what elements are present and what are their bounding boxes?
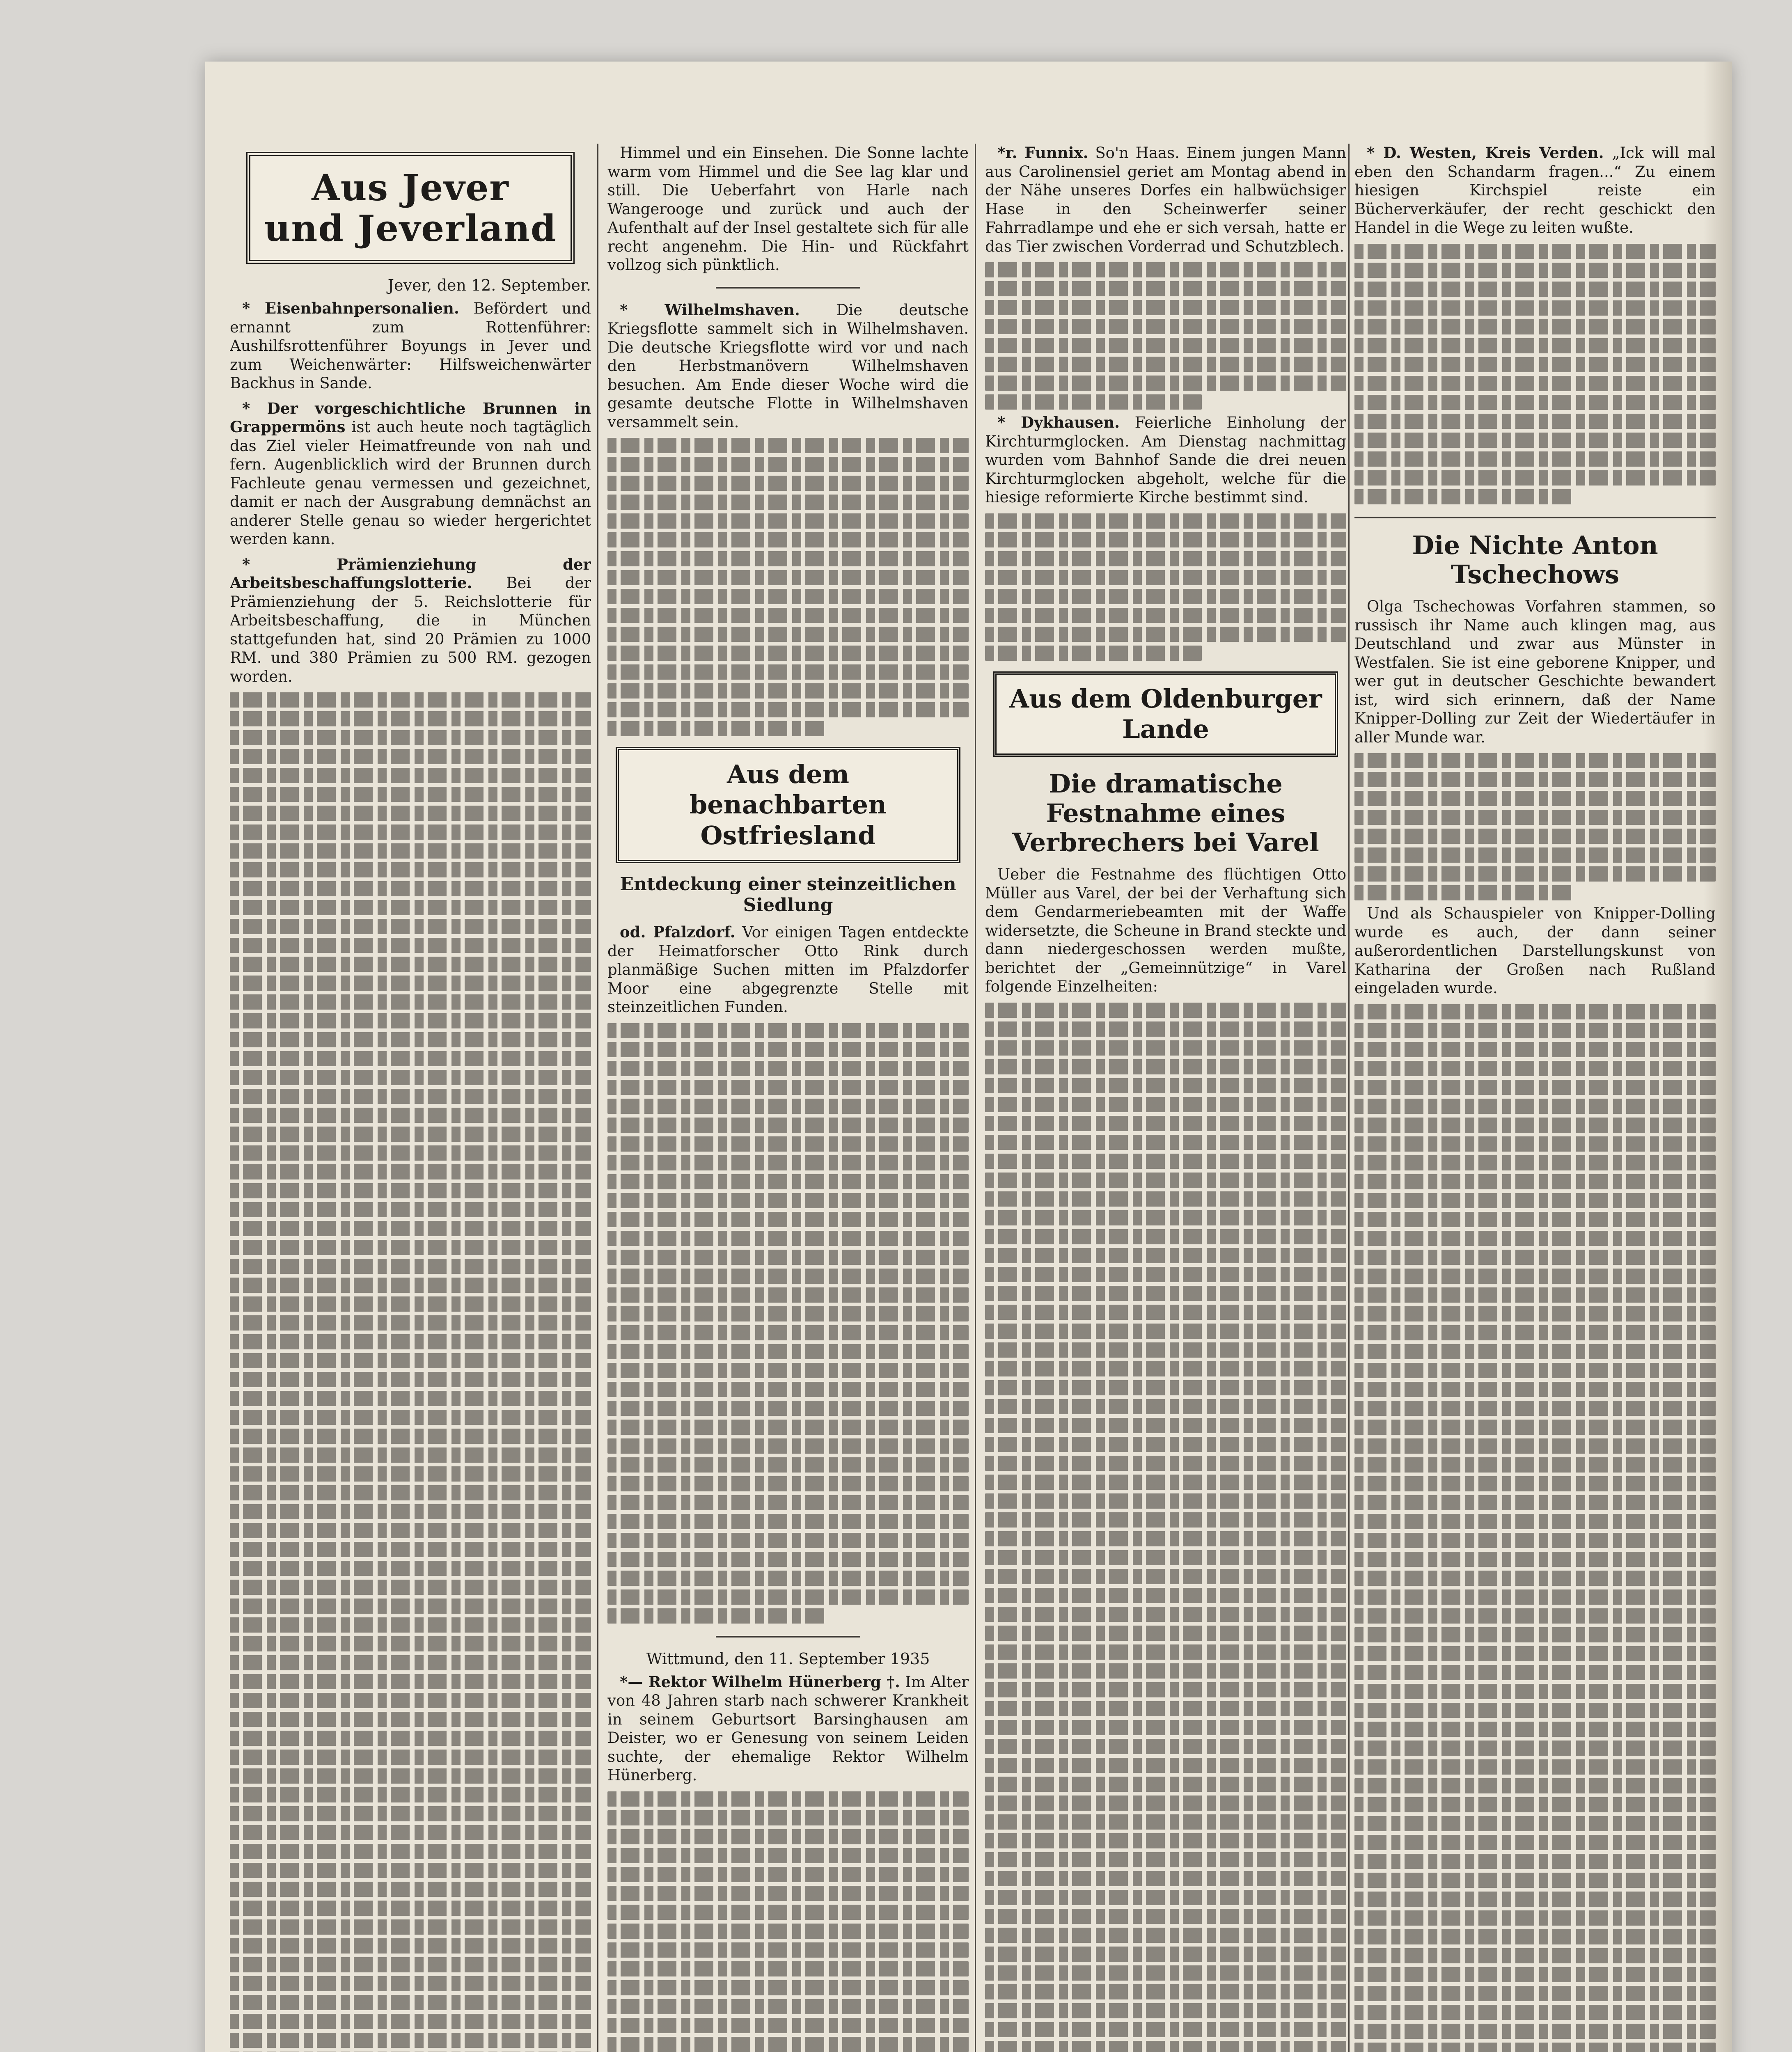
- article-paragraph: [230, 555, 591, 686]
- illegible-text-block: [1354, 1004, 1716, 2052]
- article-text: Ueber die Festnahme des flüchtigen Otto Müller aus Varel, der bei der Verhaftung sich dem Gendarmeriebeamten mit der Waffe widersetzte, die Scheune in Brand steckte und dann niedergeschossen werden mußte, berichtet der „Gemeinnützige“ in Varel folgende Einzelheiten:: [985, 866, 1346, 996]
- article-lead: * Prämienziehung der Arbeitsbeschaffungslotterie.: [230, 555, 591, 592]
- article-lead: *— Rektor Wilhelm Hünerberg †.: [620, 1672, 900, 1691]
- article-text: Befördert und ernannt zum Rottenführer: Aushilfsrottenführer Boyungs in Jever und zum Weichenwärter: Hilfsweichenwärter Backhus in Sande.: [230, 300, 591, 392]
- article-text: „Ick will mal eben den Schandarm fragen...“ Zu einem hiesigen Kirchspiel reiste ein Bücherverkäufer, der recht geschickt den Handel in die Wege zu leiten wußte.: [1354, 144, 1716, 236]
- illegible-text-block: [985, 1003, 1346, 2052]
- article-lead: od. Pfalzdorf.: [620, 923, 736, 941]
- article-paragraph: [1354, 597, 1716, 747]
- article-text: Feierliche Einholung der Kirchturmglocken. Am Dienstag nachmittag wurden vom Bahnhof Sande die drei neuen Kirchturmglocken abgeholt, welche für die hiesige reformierte Kirche bestimmt sind.: [985, 414, 1346, 506]
- column-1: [230, 144, 591, 2052]
- article-lead: * Eisenbahnpersonalien.: [242, 299, 459, 318]
- illegible-text-block: [1354, 753, 1716, 900]
- illegible-text-block: [607, 438, 969, 736]
- article-paragraph: [230, 399, 591, 549]
- article-text: So'n Haas. Einem jungen Mann aus Carolinensiel geriet am Montag abend in der Nähe unseres Dorfes ein halbwüchsiger Hase in den Scheinwerfer seiner Fahrradlampe und ehe er sich versah, hatte er das Tier zwischen Vorderrad und Schutzblech.: [985, 144, 1346, 255]
- illegible-text-block: [1354, 244, 1716, 504]
- article-separator: [1354, 517, 1716, 518]
- article-text: Vor einigen Tagen entdeckte der Heimatforscher Otto Rink durch planmäßige Suchen mitten im Pfalzdorfer Moor eine abgegrenzte Stelle mit steinzeitlichen Funden.: [607, 923, 969, 1016]
- article-separator: [716, 287, 860, 289]
- newspaper-page: [205, 62, 1732, 2052]
- article-text: Und als Schauspieler von Knipper-Dolling wurde es auch, der dann seiner außerordentlichen Darstellungskunst von Katharina der Großen nach Rußland eingeladen wurde.: [1354, 905, 1716, 997]
- column-2: [607, 144, 969, 2052]
- dateline: Wittmund, den 11. September 1935: [646, 1649, 930, 1668]
- article-text: Im Alter von 48 Jahren starb nach schwerer Krankheit in seinem Geburtsort Barsinghausen am Deister, wo er Genesung von seinem Leiden suchte, der ehemalige Rektor Wilhelm Hünerberg.: [607, 1673, 969, 1784]
- article-paragraph: [607, 1673, 969, 1785]
- dateline: Jever, den 12. September.: [387, 276, 591, 295]
- article-paragraph: [1354, 144, 1716, 237]
- article-headline: Die dramatische Festnahme eines Verbrechers bei Varel: [1012, 769, 1319, 857]
- article-lead: *r. Funnix.: [997, 144, 1088, 162]
- article-text: ist auch heute noch tagtäglich das Ziel vieler Heimatfreunde von nah und fern. Augenblicklich wird der Brunnen durch Fachleute genau vermessen und gezeichnet, damit er nach der Ausgrabung demnächst an anderer Stelle genau so wieder hergerichtet werden kann.: [230, 418, 591, 548]
- article-text: Bei der Prämienziehung der 5. Reichslotterie für Arbeitsbeschaffung, die in München stattgefunden hat, sind 20 Prämien zu 1000 RM. und 380 Prämien zu 500 RM. gezogen worden.: [230, 574, 591, 685]
- article-text: Olga Tschechowas Vorfahren stammen, so russisch ihr Name auch klingen mag, aus Deutschland und zwar aus Münster in Westfalen. Sie ist eine geborene Knipper, und wer gut in deutscher Geschichte bewandert ist, wird sich erinnern, daß der Name Knipper-Dolling zur Zeit der Wiedertäufer in aller Munde war.: [1354, 598, 1716, 746]
- column-rule: [597, 144, 598, 2052]
- column-4: [1354, 144, 1716, 2052]
- article-paragraph: [607, 923, 969, 1017]
- article-paragraph: [230, 299, 591, 393]
- article-lead: * Wilhelmshaven.: [620, 300, 800, 319]
- section-masthead: [246, 152, 575, 264]
- masthead-line-1: Aus Jever: [312, 166, 509, 209]
- article-paragraph: [985, 144, 1346, 256]
- article-headline: Die Nichte Anton Tschechows: [1412, 530, 1658, 589]
- article-paragraph: [607, 144, 969, 275]
- column-rule: [975, 144, 976, 2052]
- article-lead: * D. Westen, Kreis Verden.: [1367, 144, 1604, 162]
- article-lead: * Der vorgeschichtliche Brunnen in Grappermöns: [230, 399, 591, 436]
- article-paragraph: [985, 865, 1346, 996]
- box-line-1: Aus dem benachbarten: [689, 759, 887, 820]
- article-paragraph: [985, 413, 1346, 507]
- box-line-2: Ostfriesland: [700, 820, 876, 850]
- column-rule: [1348, 144, 1350, 2052]
- illegible-text-block: [985, 513, 1346, 661]
- section-masthead-oldenburg: [993, 671, 1338, 757]
- article-paragraph: [607, 301, 969, 432]
- article-subhead: Entdeckung einer steinzeitlichen Siedlung: [620, 874, 956, 916]
- box-line-2: Lande: [1122, 714, 1209, 744]
- article-separator: [716, 1636, 860, 1637]
- column-3: [985, 144, 1346, 2052]
- box-line-1: Aus dem Oldenburger: [1009, 683, 1322, 714]
- article-paragraph: [1354, 904, 1716, 998]
- article-text: Die deutsche Kriegsflotte sammelt sich in Wilhelmshaven. Die deutsche Kriegsflotte wird vor und nach den Herbstmanövern Wilhelmshaven besuchen. Am Ende dieser Woche wird die gesamte deutsche Flotte in Wilhelmshaven versammelt sein.: [607, 301, 969, 431]
- article-lead: * Dykhausen.: [997, 413, 1120, 431]
- illegible-text-block: [607, 1791, 969, 2052]
- illegible-text-block: [230, 692, 591, 2052]
- illegible-text-block: [985, 262, 1346, 410]
- section-masthead-ostfriesland: [616, 747, 960, 863]
- masthead-line-2: und Jeverland: [264, 206, 557, 250]
- illegible-text-block: [607, 1023, 969, 1624]
- article-text: Himmel und ein Einsehen. Die Sonne lachte warm vom Himmel und die See lag klar und still. Die Ueberfahrt von Harle nach Wangerooge und zurück und auch der Aufenthalt auf der Insel gestaltete sich für alle recht angenehm. Die Hin- und Rückfahrt vollzog sich pünktlich.: [607, 144, 969, 274]
